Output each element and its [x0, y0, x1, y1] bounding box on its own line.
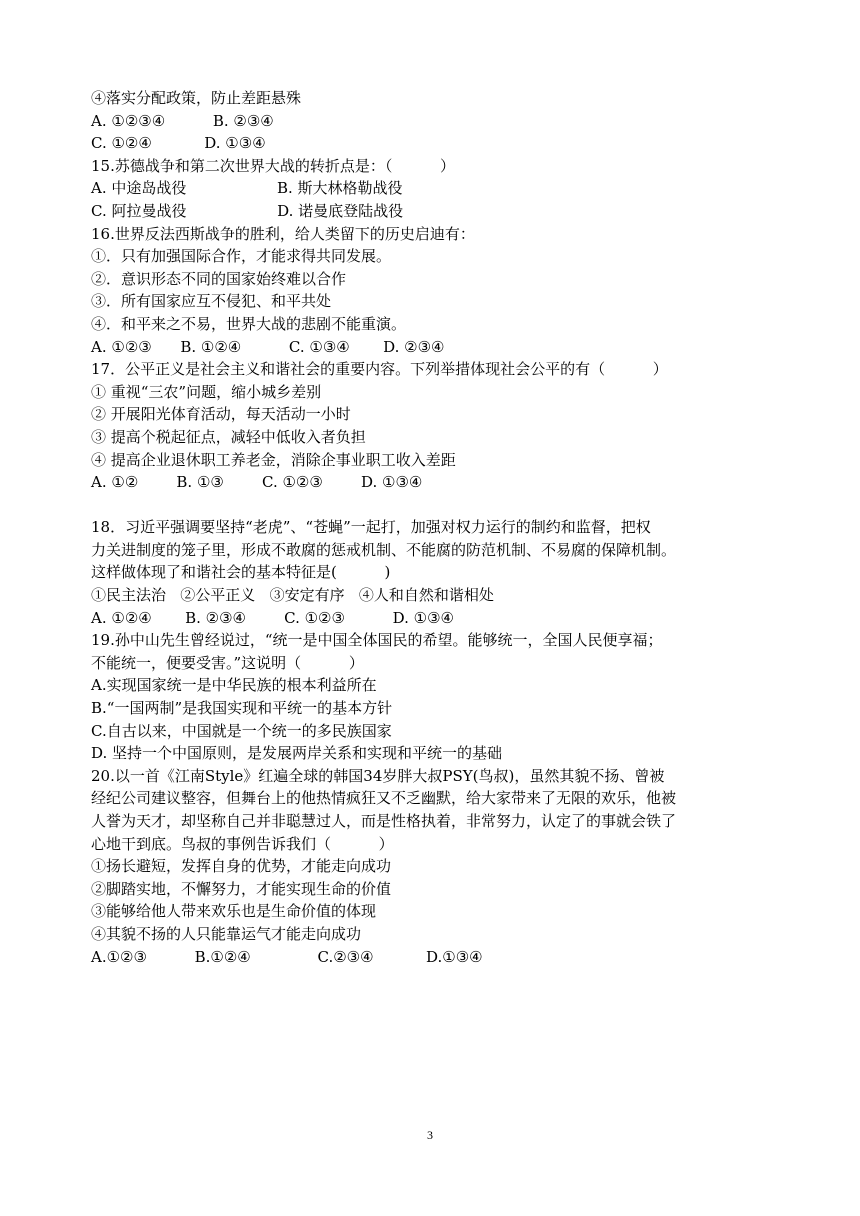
answer-choices: A. 中途岛战役 B. 斯大林格勒战役 — [91, 179, 403, 198]
option-line: ④其貌不扬的人只能靠运气才能走向成功 — [91, 924, 362, 943]
answer-choice-c: C.自古以来，中国就是一个统一的多民族国家 — [91, 721, 392, 740]
option-line: ②脚踏实地，不懈努力，才能实现生命的价值 — [91, 879, 392, 898]
option-line: ④落实分配政策，防止差距悬殊 — [91, 89, 302, 107]
option-line: ③ 提高个税起征点，减轻中低收入者负担 — [91, 427, 366, 446]
answer-choices: C. ①②④ D. ①③④ — [91, 134, 266, 153]
option-line: ③．所有国家应互不侵犯、和平共处 — [91, 292, 332, 311]
question-20-continued: 心地干到底。鸟叔的事例告诉我们（ ） — [91, 834, 394, 853]
option-line: ② 开展阳光体育活动，每天活动一小时 — [91, 405, 351, 424]
exam-page-body — [91, 87, 781, 968]
page-number: 3 — [427, 1128, 433, 1142]
blank-line — [91, 494, 781, 517]
option-line: ④ 提高企业退休职工养老金，消除企事业职工收入差距 — [91, 450, 456, 469]
option-line: ③能够给他人带来欢乐也是生命价值的体现 — [91, 902, 377, 921]
option-line: ①扬长避短，发挥自身的优势，才能走向成功 — [91, 857, 392, 876]
question-19: 19.孙中山先生曾经说过，“统一是中国全体国民的希望。能够统一，全国人民便享福； — [91, 631, 663, 650]
option-line: ① 重视“三农”问题，缩小城乡差别 — [91, 382, 322, 401]
question-18-continued: 力关进制度的笼子里，形成不敢腐的惩戒机制、不能腐的防范机制、不易腐的保障机制。 — [91, 540, 677, 559]
answer-choices: A. ①② B. ①③ C. ①②③ D. ①③④ — [91, 473, 423, 492]
question-16: 16.世界反法西斯战争的胜利，给人类留下的历史启迪有： — [91, 224, 475, 243]
answer-choices: A. ①②④ B. ②③④ C. ①②③ D. ①③④ — [91, 608, 455, 627]
question-19-continued: 不能统一，便要受害。”这说明（ ） — [91, 653, 364, 672]
answer-choice-a: A.实现国家统一是中华民族的根本利益所在 — [91, 676, 377, 695]
answer-choices: C. 阿拉曼战役 D. 诺曼底登陆战役 — [91, 201, 404, 220]
question-15: 15.苏德战争和第二次世界大战的转折点是：（ ） — [91, 156, 456, 175]
option-line: ①民主法治 ②公平正义 ③安定有序 ④人和自然和谐相处 — [91, 586, 494, 605]
answer-choice-b: B.“一国两制”是我国实现和平统一的基本方针 — [91, 699, 393, 718]
answer-choices: A. ①②③④ B. ②③④ — [91, 111, 274, 130]
answer-choices: A.①②③ B.①②④ C.②③④ D.①③④ — [91, 947, 483, 966]
question-20-continued: 人誉为天才，却坚称自己并非聪慧过人，而是性格执着，非常努力，认定了的事就会铁了 — [91, 812, 677, 830]
question-18: 18．习近平强调要坚持“老虎”、“苍蝇”一起打，加强对权力运行的制约和监督，把权 — [91, 518, 651, 537]
question-20: 20.以一首《江南Style》红遍全球的韩国34岁胖大叔PSY(鸟叔)，虽然其貌不扬、曾被 — [91, 766, 665, 785]
question-18-continued: 这样做体现了和谐社会的基本特征是( ) — [91, 563, 391, 582]
question-17: 17．公平正义是社会主义和谐社会的重要内容。下列举措体现社会公平的有（ ） — [91, 360, 668, 379]
option-line: ②．意识形态不同的国家始终难以合作 — [91, 269, 347, 288]
option-line: ④．和平来之不易，世界大战的悲剧不能重演。 — [91, 314, 407, 333]
answer-choice-d: D. 坚持一个中国原则，是发展两岸关系和实现和平统一的基础 — [91, 744, 503, 763]
option-line: ①．只有加强国际合作，才能求得共同发展。 — [91, 247, 392, 266]
answer-choices: A. ①②③ B. ①②④ C. ①③④ D. ②③④ — [91, 337, 445, 356]
question-20-continued: 经纪公司建议整容，但舞台上的他热情疯狂又不乏幽默，给大家带来了无限的欢乐，他被 — [91, 789, 677, 808]
